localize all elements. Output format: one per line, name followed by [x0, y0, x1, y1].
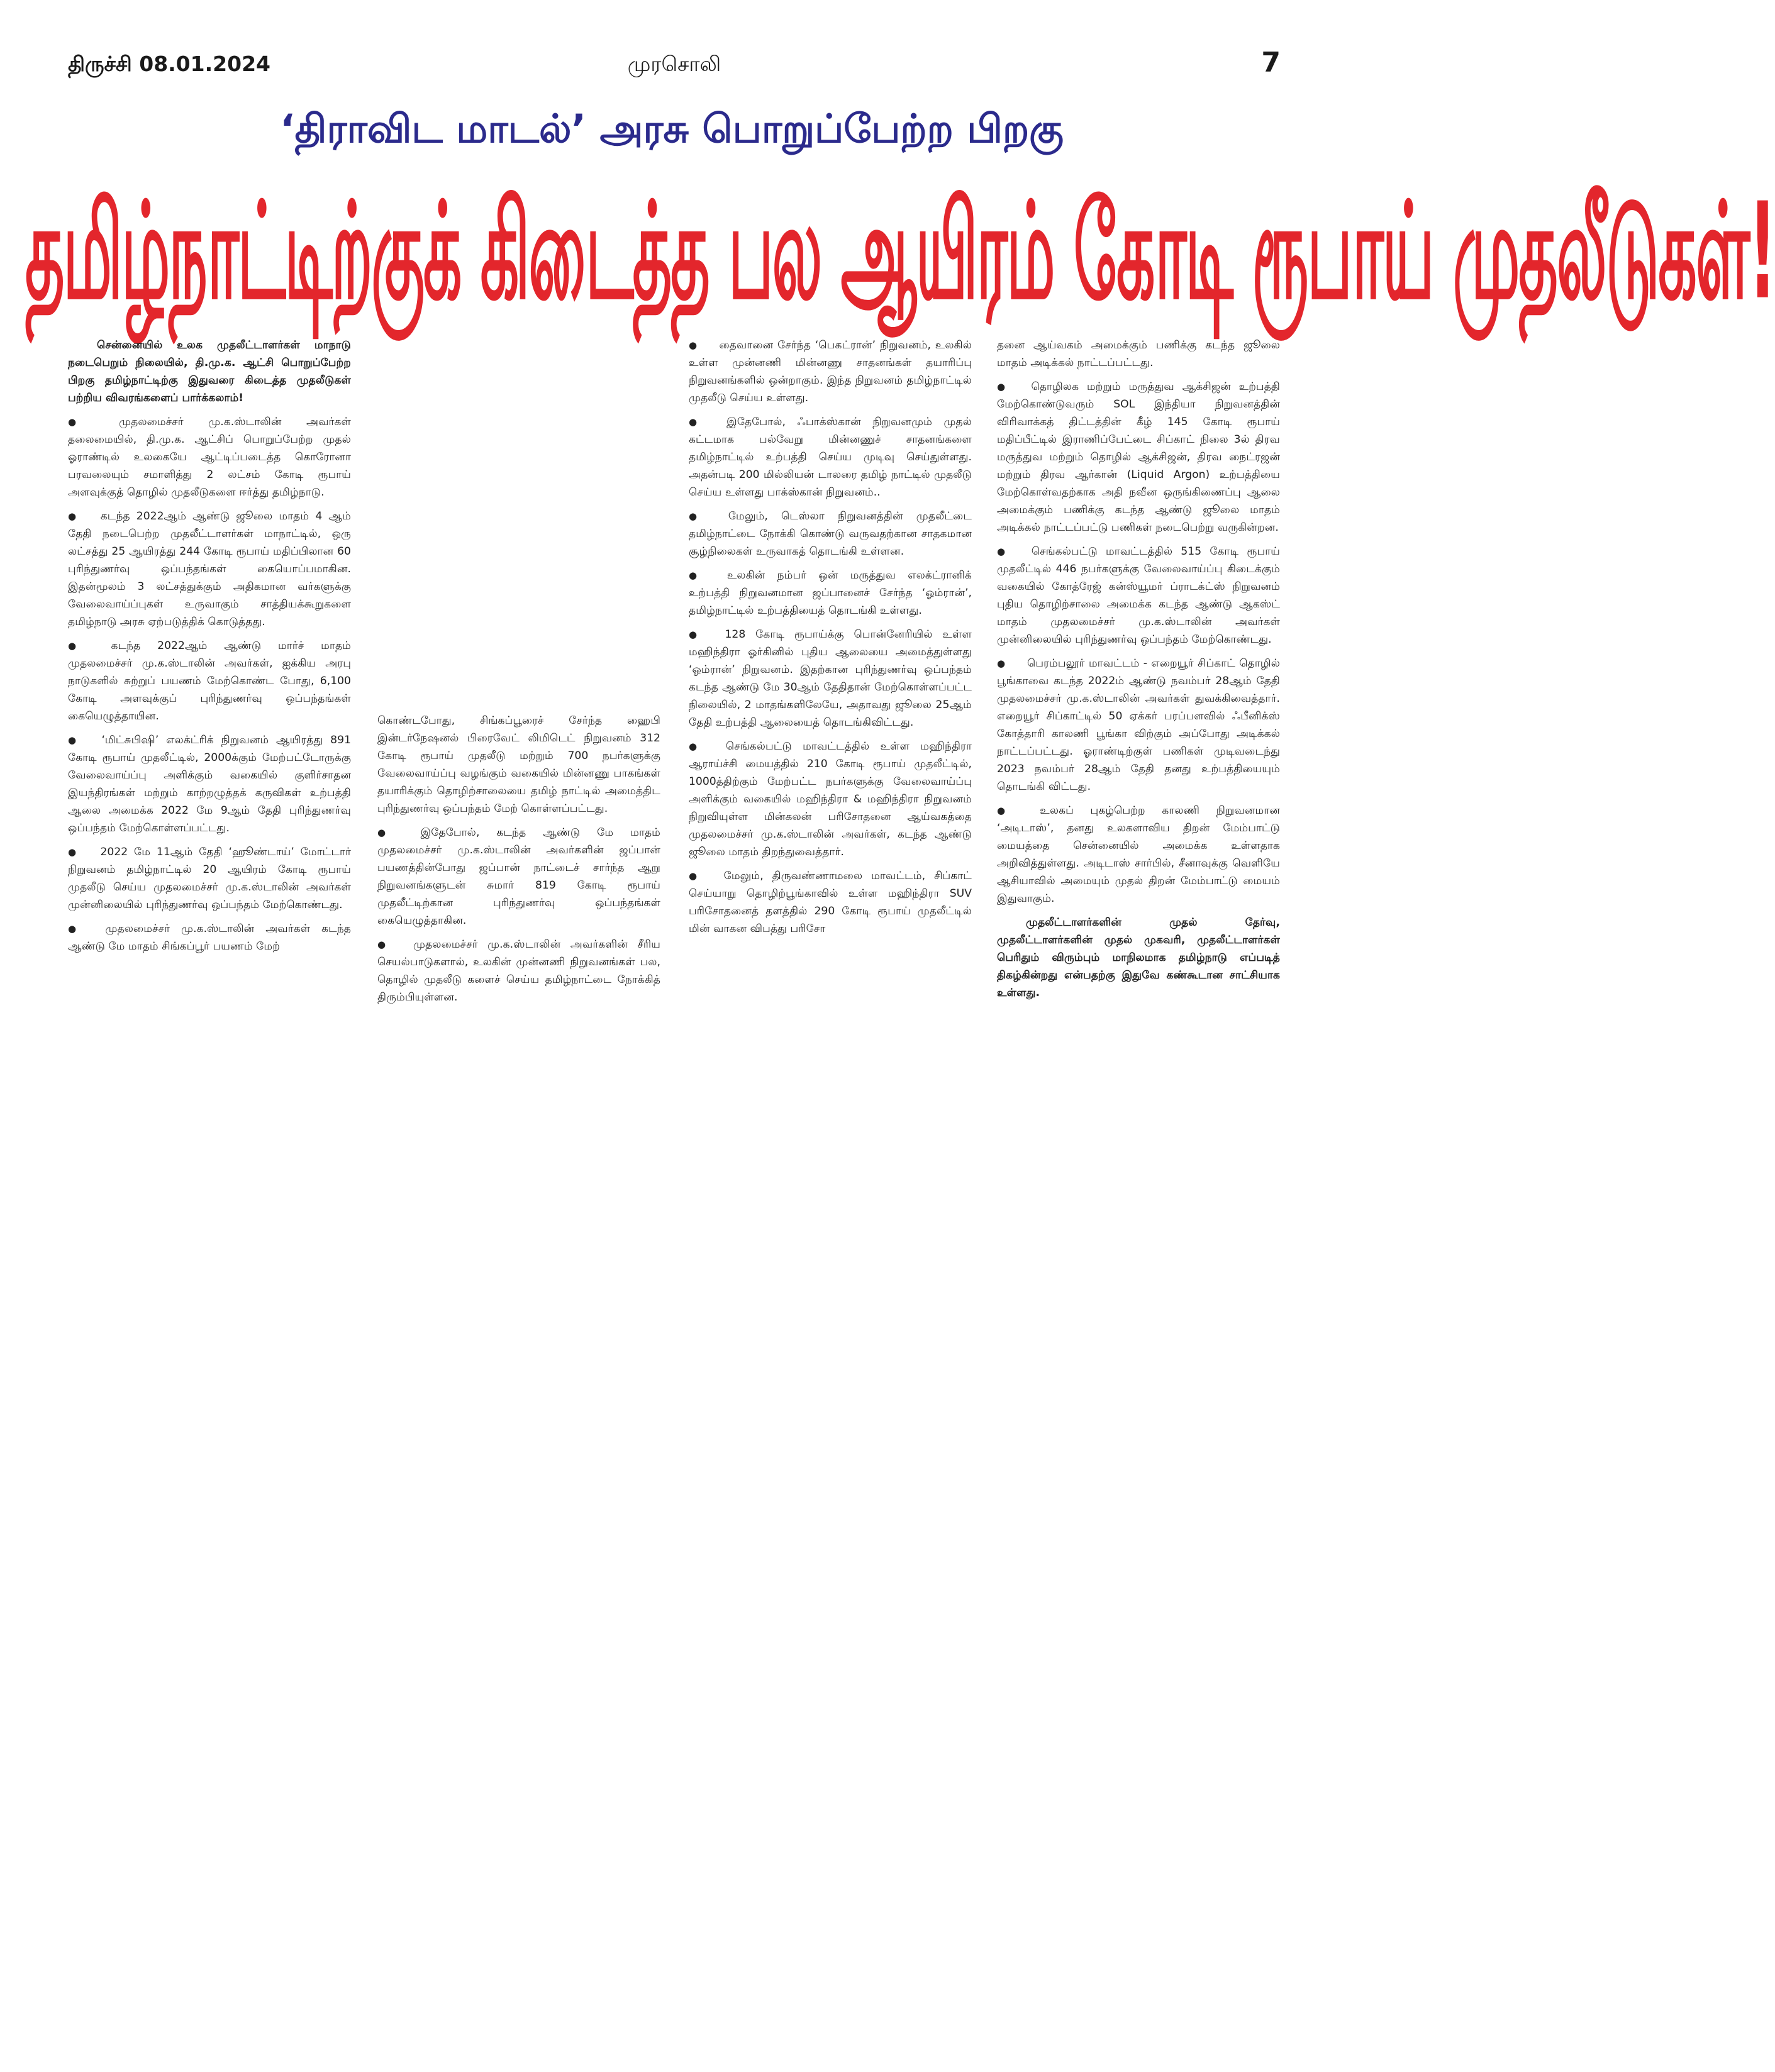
paragraph: ● உலகப் புகழ்பெற்ற காலணி நிறுவனமான ‘அடிடாஸ்’, தனது உலகளாவிய திறன் மேம்பாட்டு மையத்தை சென்னையில் அமைக்க உள்ளதாக அறிவித்துள்ளது. அடிடாஸ் சார்பில், சீனாவுக்கு வெளியே ஆசியாவில் அமையும் முதல் திறன் மேம்பாட்டு மையம் இதுவாகும்.: [997, 802, 1280, 907]
page-number: 7: [1261, 47, 1281, 79]
edition-date: திருச்சி 08.01.2024: [68, 52, 270, 76]
paragraph: ● 128 கோடி ரூபாய்க்கு பொன்னேரியில் உள்ள மஹிந்திரா ஓர்கினில் புதிய ஆலையை அமைத்துள்ளது ‘ஓம்ரான்’ நிறுவனம். இதற்கான புரிந்துணர்வு ஒப்பந்தம் கடந்த ஆண்டு மே 30ஆம் தேதிதான் மேற்கொள்ளப்பட்ட நிலையில், 2 மாதங்களிலேயே, அதாவது ஜூலை 25ஆம் தேதி உற்பத்தி ஆலையைத் தொடங்கிவிட்டது.: [689, 626, 972, 731]
article-lead: சென்னையில் உலக முதலீட்டாளர்கள் மாநாடு நடைபெறும் நிலையில், தி.மு.க. ஆட்சி பொறுப்பேற்ற பிறகு தமிழ்நாட்டிற்கு இதுவரை கிடைத்த முதலீடுகள் பற்றிய விவரங்களைப் பார்க்கலாம்!: [68, 339, 351, 404]
kicker-headline: ‘திராவிட மாடல்’ அரசு பொறுப்பேற்ற பிறகு: [280, 106, 1064, 152]
article-column-4: [997, 336, 1280, 1008]
paragraph: ● கடந்த 2022ஆம் ஆண்டு மார்ச் மாதம் முதலமைச்சர் மு.க.ஸ்டாலின் அவர்கள், ஐக்கிய அரபு நாடுகளில் சுற்றுப் பயணம் மேற்கொண்ட போது, 6,100 கோடி அளவுக்குப் புரிந்துணர்வு ஒப்பந்தங்கள் கையெழுத்தாயின.: [68, 637, 351, 725]
main-headline: [25, 174, 1775, 330]
paragraph: ● மேலும், திருவண்ணாமலை மாவட்டம், சிப்காட் செய்யாறு தொழிற்பூங்காவில் உள்ள மஹிந்திரா SUV பரிசோதனைத் தளத்தில் 290 கோடி ரூபாய் முதலீட்டில் மின் வாகன விபத்து பரிசோ: [689, 867, 972, 938]
paragraph: ● 2022 மே 11ஆம் தேதி ‘ஹூண்டாய்’ மோட்டார் நிறுவனம் தமிழ்நாட்டில் 20 ஆயிரம் கோடி ரூபாய் முதலீடு செய்ய முதலமைச்சர் மு.க.ஸ்டாலின் அவர்கள் முன்னிலையில் புரிந்துணர்வு ஒப்பந்தம் மேற்கொண்டது.: [68, 843, 351, 914]
article-column-3: [689, 336, 972, 944]
paragraph: ● முதலமைச்சர் மு.க.ஸ்டாலின் அவர்கள் கடந்த ஆண்டு மே மாதம் சிங்கப்பூர் பயணம் மேற்: [68, 920, 351, 955]
paragraph: ● உலகின் நம்பர் ஒன் மருத்துவ எலக்ட்ரானிக் உற்பத்தி நிறுவனமான ஜப்பானைச் சேர்ந்த ‘ஓம்ரான்’, தமிழ்நாட்டில் உற்பத்தியைத் தொடங்கி உள்ளது.: [689, 567, 972, 619]
paragraph: ● செங்கல்பட்டு மாவட்டத்தில் உள்ள மஹிந்திரா ஆராய்ச்சி மையத்தில் 210 கோடி ரூபாய் முதலீட்டில், 1000த்திற்கும் மேற்பட்ட நபர்களுக்கு வேலைவாய்ப்பு அளிக்கும் வகையில் மஹிந்திரா & மஹிந்திரா நிறுவனம் நிறுவியுள்ள மின்கலன் பரிசோதனை ஆய்வகத்தை முதலமைச்சர் மு.க.ஸ்டாலின் அவர்கள், கடந்த ஆண்டு ஜூலை மாதம் திறந்துவைத்தார்.: [689, 738, 972, 861]
article-conclusion: முதலீட்டாளர்களின் முதல் தேர்வு, முதலீட்டாளர்களின் முதல் முகவரி, முதலீட்டாளர்கள் பெரிதும் விரும்பும் மாநிலமாக தமிழ்நாடு எப்படித் திகழ்கின்றது என்பதற்கு இதுவே கண்கூடான சாட்சியாக உள்ளது.: [997, 916, 1280, 999]
paragraph: ● கடந்த 2022ஆம் ஆண்டு ஜூலை மாதம் 4 ஆம் தேதி நடைபெற்ற முதலீட்டாளர்கள் மாநாட்டில், ஒரு லட்சத்து 25 ஆயிரத்து 244 கோடி ரூபாய் மதிப்பிலான 60 புரிந்துணர்வு ஒப்பந்தங்கள் கையொப்பமாகின. இதன்மூலம் 3 லட்சத்துக்கும் அதிகமான வர்களுக்கு வேலைவாய்ப்புகள் உருவாகும் சாத்தியக்கூறுகளை தமிழ்நாடு அரசு ஏற்படுத்திக் கொடுத்தது.: [68, 507, 351, 631]
paragraph: ● ‘மிட்சுபிஷி’ எலக்ட்ரிக் நிறுவனம் ஆயிரத்து 891 கோடி ரூபாய் முதலீட்டில், 2000க்கும் மேற்பட்டோருக்கு வேலைவாய்ப்பு அளிக்கும் வகையில் குளிர்சாதன இயந்திரங்கள் மற்றும் காற்றழுத்தக் கருவிகள் உற்பத்தி ஆலை அமைக்க 2022 மே 9ஆம் தேதி புரிந்துணர்வு ஒப்பந்தம் மேற்கொள்ளப்பட்டது.: [68, 731, 351, 837]
paragraph: ● முதலமைச்சர் மு.க.ஸ்டாலின் அவர்கள் தலைமையில், தி.மு.க. ஆட்சிப் பொறுப்பேற்ற முதல் ஓராண்டில் உலகையே ஆட்டிப்படைத்த கொரோனா பரவலையும் சமாளித்து 2 லட்சம் கோடி ரூபாய் அளவுக்குத் தொழில் முதலீடுகளை ஈர்த்து தமிழ்நாடு.: [68, 413, 351, 501]
paragraph: ● செங்கல்பட்டு மாவட்டத்தில் 515 கோடி ரூபாய் முதலீட்டில் 446 நபர்களுக்கு வேலைவாய்ப்பு கிடைக்கும் வகையில் கோத்ரேஜ் கன்ஸ்யூமர் ப்ராடக்ட்ஸ் நிறுவனம் புதிய தொழிற்சாலை அமைக்க கடந்த ஆண்டு ஆகஸ்ட் மாதம் முதலமைச்சர் மு.க.ஸ்டாலின் அவர்கள் முன்னிலையில் புரிந்துணர்வு ஒப்பந்தம் மேற்கொண்டது.: [997, 543, 1280, 648]
paper-name: முரசொலி: [627, 52, 721, 76]
paragraph: ● தைவானை சேர்ந்த ‘பெகட்ரான்’ நிறுவனம், உலகில் உள்ள முன்னணி மின்னணு சாதனங்கள் தயாரிப்பு நிறுவனங்களில் ஒன்றாகும். இந்த நிறுவனம் தமிழ்நாட்டில் முதலீடு செய்ய உள்ளது.: [689, 336, 972, 407]
article-column-1: [68, 336, 351, 961]
main-headline-text: தமிழ்நாட்டிற்குக் கிடைத்த பல ஆயிரம் கோடி ரூபாய் முதலீடுகள்!: [25, 174, 1775, 330]
paragraph: ● பெரம்பலூர் மாவட்டம் - எறையூர் சிப்காட் தொழில் பூங்காவை கடந்த 2022ம் ஆண்டு நவம்பர் 28ஆம் தேதி முதலமைச்சர் மு.க.ஸ்டாலின் அவர்கள் துவக்கிவைத்தார். எறையூர் சிப்காட்டில் 50 ஏக்கர் பரப்பளவில் ஃபீனிக்ஸ் கோத்தாரி காலணி பூங்கா விற்கும் அப்போது அடிக்கல் நாட்டப்பட்டது. ஓராண்டிற்குள் பணிகள் முடிவடைந்து 2023 நவம்பர் 28ஆம் தேதி தனது உற்பத்தியையும் தொடங்கி விட்டது.: [997, 655, 1280, 795]
article-column-2: [377, 712, 660, 1012]
paragraph: ● இதேபோல், ஃபாக்ஸ்கான் நிறுவனமும் முதல் கட்டமாக பல்வேறு மின்னணுச் சாதனங்களை தமிழ்நாட்டில் உற்பத்தி செய்ய முடிவு செய்துள்ளது. அதன்படி 200 மில்லியன் டாலரை தமிழ் நாட்டில் முதலீடு செய்ய உள்ளது பாக்ஸ்கான் நிறுவனம்..: [689, 413, 972, 501]
paragraph: ● மேலும், டெஸ்லா நிறுவனத்தின் முதலீட்டை தமிழ்நாட்டை நோக்கி கொண்டு வருவதற்கான சாதகமான சூழ்நிலைகள் உருவாகத் தொடங்கி உள்ளன.: [689, 507, 972, 560]
paragraph: ● இதேபோல், கடந்த ஆண்டு மே மாதம் முதலமைச்சர் மு.க.ஸ்டாலின் அவர்களின் ஜப்பான் பயணத்தின்போது ஜப்பான் நாட்டைச் சார்ந்த ஆறு நிறுவனங்களுடன் சுமார் 819 கோடி ரூபாய் முதலீட்டிற்கான புரிந்துணர்வு ஒப்பந்தங்கள் கையெழுத்தாகின.: [377, 824, 660, 929]
paragraph: கொண்டபோது, சிங்கப்பூரைச் சேர்ந்த ஹைபி இன்டர்நேஷனல் பிரைவேட் லிமிடெட் நிறுவனம் 312 கோடி ரூபாய் முதலீடு மற்றும் 700 நபர்களுக்கு வேலைவாய்ப்பு வழங்கும் வகையில் மின்னணு பாகங்கள் தயாரிக்கும் தொழிற்சாலையை தமிழ் நாட்டில் அமைத்திட புரிந்துணர்வு ஒப்பந்தம் மேற் கொள்ளப்பட்டது.: [377, 714, 660, 815]
paragraph: ● முதலமைச்சர் மு.க.ஸ்டாலின் அவர்களின் சீரிய செயல்பாடுகளால், உலகின் முன்னணி நிறுவனங்கள் பல, தொழில் முதலீடு களைச் செய்ய தமிழ்நாட்டை நோக்கித் திரும்பியுள்ளன.: [377, 936, 660, 1006]
masthead: [68, 47, 1281, 83]
paragraph: ● தொழிலக மற்றும் மருத்துவ ஆக்சிஜன் உற்பத்தி மேற்கொண்டுவரும் SOL இந்தியா நிறுவனத்தின் விரிவாக்கத் திட்டத்தின் கீழ் 145 கோடி ரூபாய் மதிப்பீட்டில் இராணிப்பேட்டை சிப்காட் நிலை 3ல் திரவ மருத்துவ மற்றும் தொழில் ஆக்சிஜன், திரவ நைட்ரஜன் மற்றும் திரவ ஆர்கான் (Liquid Argon) உற்பத்தியை மேற்கொள்வதற்காக அதி நவீன ஒருங்கிணைப்பு ஆலை அமைக்கும் பணிக்கு கடந்த ஆண்டு ஜூலை மாதம் அடிக்கல் நாட்டப்பட்டு பணிகள் நடைபெற்று வருகின்றன.: [997, 378, 1280, 536]
paragraph: தனை ஆய்வகம் அமைக்கும் பணிக்கு கடந்த ஜூலை மாதம் அடிக்கல் நாட்டப்பட்டது.: [997, 339, 1280, 369]
